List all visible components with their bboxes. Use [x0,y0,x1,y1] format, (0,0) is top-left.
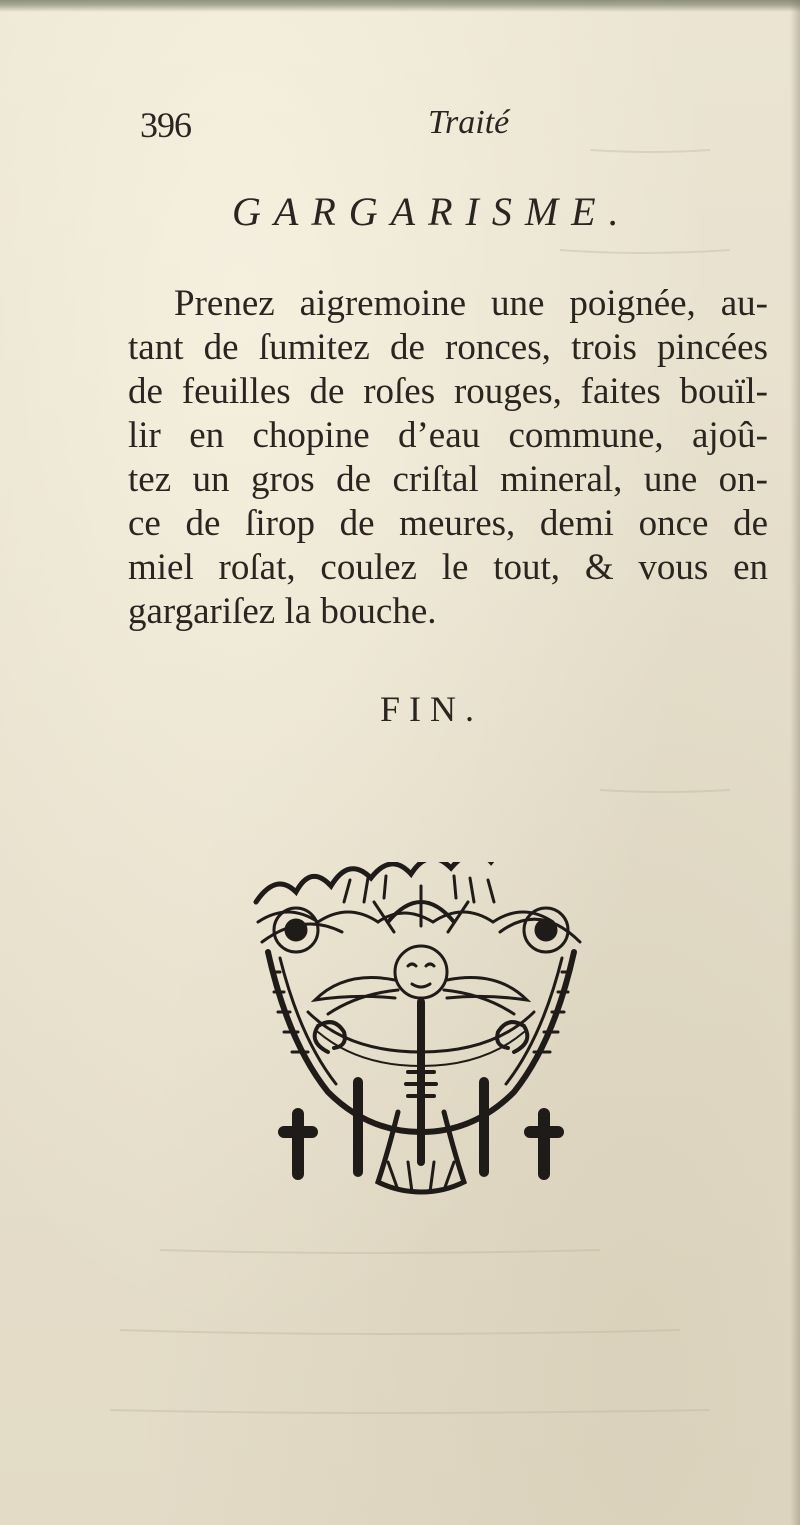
page-top-edge [0,0,800,12]
text-line: de feuilles de roſes rouges, faites bouïl- [128,371,768,412]
running-head: Traité [428,104,510,141]
page-number: 396 [140,105,191,145]
fin-text: FIN. [380,689,484,729]
text-line: ce de ſirop de meures, demi once de [128,503,768,544]
text-line: lir en chopine d’eau commune, ajoû- [128,415,768,456]
text-line: miel roſat, coulez le tout, & vous en [128,547,768,588]
floral-ornament-icon [248,862,594,1200]
text-line: gargariſez la bouche. [128,591,437,632]
text-line: tant de ſumitez de ronces, trois pincées [128,327,768,368]
section-title: GARGARISME. [232,189,632,234]
text-line: Prenez aigremoine une poignée, au- [174,283,768,324]
page-right-edge [790,0,800,1525]
text-line: tez un gros de criſtal mineral, une on- [128,459,768,500]
body-paragraph [128,282,768,634]
